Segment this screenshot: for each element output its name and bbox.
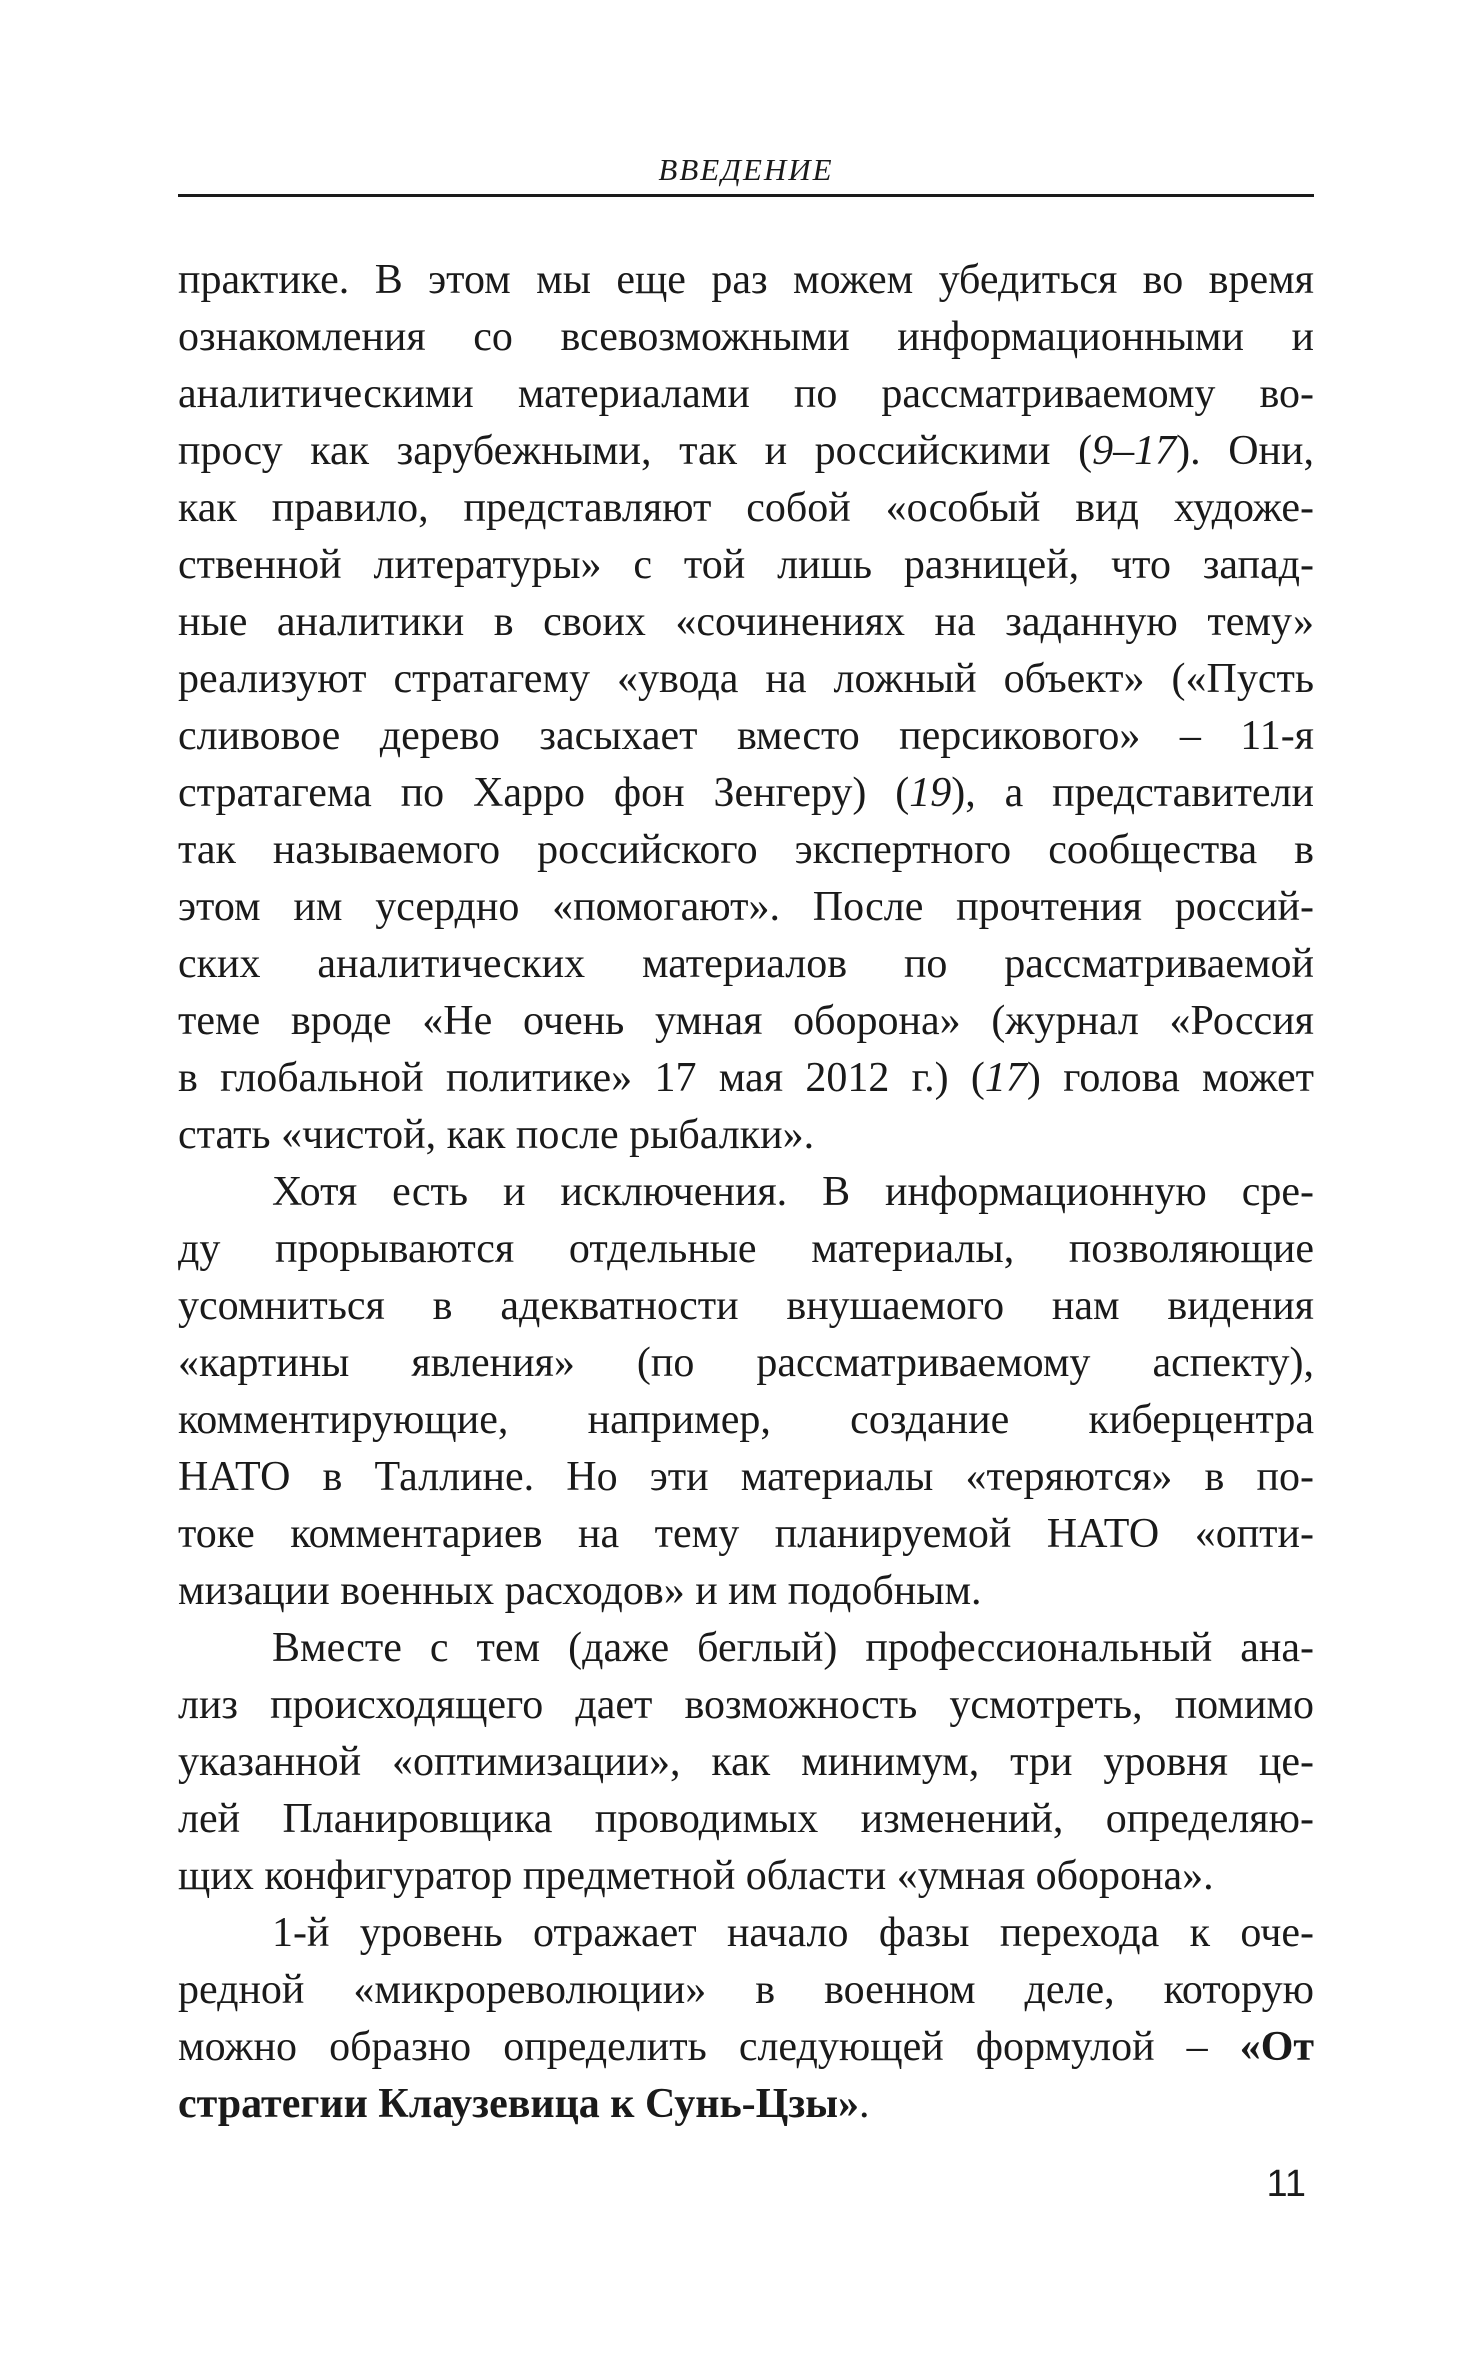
text-segment: ) голова может <box>1026 1055 1315 1101</box>
text-line: ознакомления со всевозможными информационными и <box>178 314 1314 360</box>
text-line: аналитическими материалами по рассматриваемому во- <box>178 371 1314 417</box>
text-line: сливовое дерево засыхает вместо персикового» – 11-я <box>178 713 1314 759</box>
running-title: ВВЕДЕНИЕ <box>658 152 834 187</box>
text-segment: ), а представители <box>951 770 1315 816</box>
text-line: лиз происходящего дает возможность усмотреть, помимо <box>178 1682 1314 1728</box>
reference-citation: 19 <box>909 770 952 816</box>
text-line: практике. В этом мы еще раз можем убедиться во время <box>178 257 1314 303</box>
text-line: так называемого российского экспертного сообщества в <box>178 827 1314 873</box>
text-line: ду прорываются отдельные материалы, позволяющие <box>178 1226 1314 1272</box>
text-line <box>178 2019 1314 2076</box>
text-line: токе комментариев на тему планируемой НАТО «опти- <box>178 1511 1314 1557</box>
bold-formula: «От <box>1239 2024 1314 2070</box>
text-line: 1-й уровень отражает начало фазы перехода к оче- <box>272 1910 1314 1956</box>
text-line: лей Планировщика проводимых изменений, определяю- <box>178 1796 1314 1842</box>
text-line: комментирующие, например, создание киберцентра <box>178 1397 1314 1443</box>
header-rule <box>178 194 1314 197</box>
text-line: Хотя есть и исключения. В информационную сре- <box>272 1169 1314 1215</box>
text-line: редной «микрореволюции» в военном деле, которую <box>178 1967 1314 2013</box>
text-segment: можно образно определить следующей формулой – <box>178 2024 1240 2070</box>
text-line <box>178 1050 1314 1107</box>
text-line: стать «чистой, как после рыбалки». <box>178 1112 815 1158</box>
text-line: ских аналитических материалов по рассматриваемой <box>178 941 1314 987</box>
paragraph-3 <box>178 1620 1314 1905</box>
reference-citation: 17 <box>984 1055 1027 1101</box>
text-line: НАТО в Таллине. Но эти материалы «теряются» в по- <box>178 1454 1314 1500</box>
body-text <box>178 252 1314 2133</box>
text-line <box>178 2076 1314 2133</box>
text-line: усомниться в адекватности внушаемого нам видения <box>178 1283 1314 1329</box>
text-line: как правило, представляют собой «особый вид художе- <box>178 485 1314 531</box>
text-segment: в глобальной политике» 17 мая 2012 г.) ( <box>178 1055 985 1101</box>
text-line: «картины явления» (по рассматриваемому аспекту), <box>178 1340 1314 1386</box>
text-line: щих конфигуратор предметной области «умная оборона». <box>178 1853 1214 1899</box>
text-line: ные аналитики в своих «сочинениях на заданную тему» <box>178 599 1314 645</box>
text-line: реализуют стратагему «увода на ложный объект» («Пусть <box>178 656 1314 702</box>
text-segment: . <box>859 2081 870 2127</box>
bold-formula: стратегии Клаузевица к Сунь-Цзы» <box>178 2081 860 2127</box>
paragraph-4 <box>178 1905 1314 2133</box>
text-line: указанной «оптимизации», как минимум, три уровня це- <box>178 1739 1314 1785</box>
page-number: 11 <box>1266 2163 1306 2205</box>
paragraph-2 <box>178 1164 1314 1620</box>
text-segment: ). Они, <box>1176 428 1314 474</box>
text-line: мизации военных расходов» и им подобным. <box>178 1568 982 1614</box>
text-line: теме вроде «Не очень умная оборона» (журнал «Россия <box>178 998 1314 1044</box>
text-line: этом им усердно «помогают». После прочтения россий- <box>178 884 1314 930</box>
text-line <box>178 765 1314 822</box>
paragraph-1 <box>178 252 1314 1164</box>
text-segment: стратагема по Харро фон Зенгеру) ( <box>178 770 910 816</box>
text-line <box>178 423 1314 480</box>
reference-citation: 9–17 <box>1092 428 1177 474</box>
text-line: ственной литературы» с той лишь разницей, что запад- <box>178 542 1314 588</box>
text-segment: просу как зарубежными, так и российскими ( <box>178 428 1093 474</box>
text-line: Вместе с тем (даже беглый) профессиональный ана- <box>272 1625 1314 1671</box>
